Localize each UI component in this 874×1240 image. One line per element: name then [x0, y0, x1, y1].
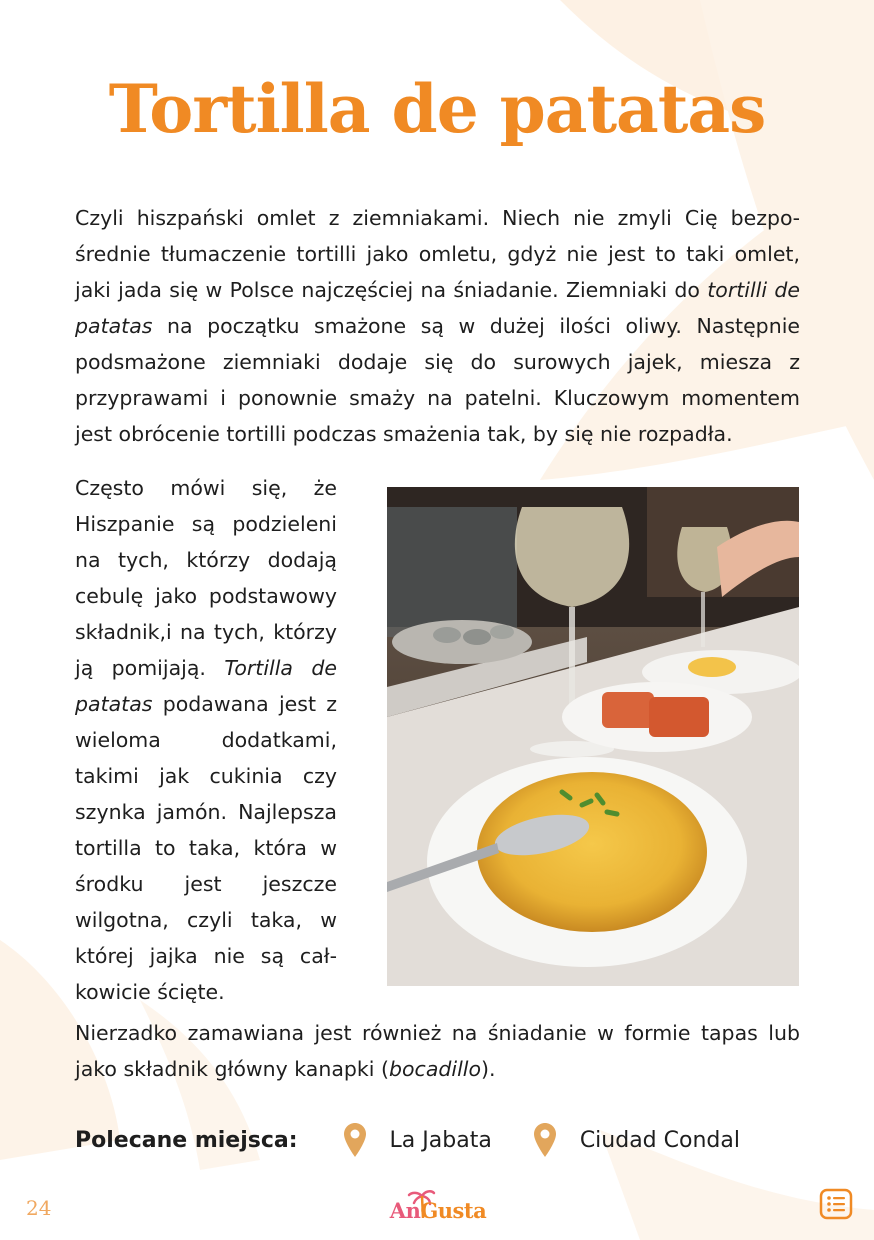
logo-text-gusta: Gusta	[420, 1198, 487, 1223]
recommended-label: Polecane miejsca:	[75, 1127, 298, 1153]
place-name: La Jabata	[389, 1127, 492, 1153]
place-name: Ciudad Condal	[579, 1127, 740, 1153]
recommended-places	[75, 1120, 782, 1160]
page-number: 24	[26, 1196, 52, 1220]
intro-text-italic: tortilli de patatas	[75, 278, 800, 338]
brand-logo	[378, 1188, 498, 1228]
place-la-jabata[interactable]	[344, 1123, 492, 1157]
closing-text-2: ).	[481, 1057, 496, 1081]
intro-text-1: Czyli hiszpański omlet z ziemniakami. Niech nie zmyli Cię bezpośrednie tłumaczenie tortilli jako omletu, gdyż nie jest to taki omlet, jaki jada się w Polsce najczęściej na śniadanie. Ziemniaki do	[75, 206, 800, 302]
tortilla-photo	[387, 487, 799, 986]
side-text-2: podawana jest z wieloma dodatkami, takimi jak cukinia czy szynka jamón. Najlepsza tortilla to taka, która w środku jest jeszcze wilgotna, czyli taka, w której jajka nie są całkowicie ścięte.	[75, 692, 337, 1004]
side-paragraph	[75, 470, 337, 1010]
intro-text-2: na początku smażone są w dużej ilości oliwy. Następnie podsmażone ziemniaki dodaje się do surowych jajek, miesza z przyprawami i ponownie smaży na patelni. Kluczowym momentem jest obrócenie tortilli podczas smażenia tak, by się nie rozpadła.	[75, 314, 800, 446]
list-icon[interactable]	[819, 1188, 853, 1220]
location-pin-icon	[344, 1123, 366, 1157]
side-text-italic: Tortilla de patatas	[75, 656, 338, 716]
page-title: Tortilla de patatas	[108, 70, 766, 148]
closing-text-italic: bocadillo	[389, 1057, 482, 1081]
closing-paragraph	[75, 1015, 800, 1087]
place-ciudad-condal[interactable]	[534, 1123, 740, 1157]
location-pin-icon	[534, 1123, 556, 1157]
logo-text-an: An	[389, 1198, 421, 1223]
side-text-1: Często mówi się, że Hiszpanie są podzieleni na tych, którzy dodają cebulę jako podstawowy składnik,i na tych, którzy ją pomijają.	[75, 476, 337, 680]
closing-text-1: Nierzadko zamawiana jest również na śniadanie w formie tapas lub jako składnik główny kanapki (	[75, 1021, 800, 1081]
intro-paragraph	[75, 200, 800, 452]
